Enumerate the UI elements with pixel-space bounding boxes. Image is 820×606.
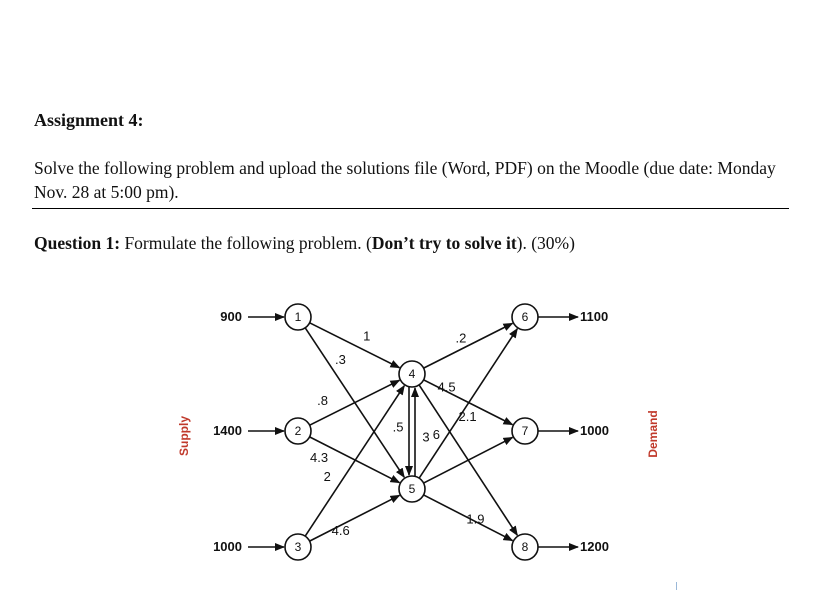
arc-label-2-5: 4.3: [310, 449, 329, 465]
demand-value-7: 1000: [580, 423, 609, 438]
node-label-4: 4: [408, 367, 416, 381]
node-label-1: 1: [294, 310, 302, 324]
node-label-8: 8: [521, 540, 529, 554]
arc-label-4-7: 4.5: [437, 379, 456, 395]
assignment-title: Assignment 4:: [34, 110, 144, 130]
node-label-3: 3: [294, 540, 302, 554]
arc-label-2-4: .8: [317, 392, 328, 408]
question-label: Question 1:: [34, 233, 121, 253]
arc-label-3-4: 2: [323, 469, 331, 485]
demand-value-8: 1200: [580, 539, 609, 554]
arc-4-6: [424, 323, 513, 368]
arc-label-5-4: 3: [422, 429, 430, 445]
arc-label-5-6: 2.1: [458, 408, 477, 424]
node-label-6: 6: [521, 310, 529, 324]
supply-value-3: 1000: [213, 539, 242, 554]
question-emphasis: Don’t try to solve it: [371, 233, 517, 253]
supply-side-label: Supply: [177, 415, 191, 457]
question-suffix: ). (30%): [516, 233, 575, 253]
arc-label-5-8: 1.9: [466, 511, 485, 527]
question-text: Formulate the following problem. (: [120, 233, 372, 253]
arc-label-1-4: 1: [363, 328, 371, 344]
text-cursor-mark: [676, 582, 677, 590]
supply-value-1: 900: [220, 309, 242, 324]
node-label-2: 2: [294, 424, 302, 438]
arc-1-4: [310, 323, 400, 368]
arc-label-4-5: .5: [392, 419, 404, 435]
assignment-instructions: Solve the following problem and upload the solutions file (Word, PDF) on the Moodle (due date: Monday Nov. 28 at 5:00 pm).: [34, 158, 776, 202]
arc-label-4-8: 6: [432, 426, 441, 442]
arc-label-3-5: 4.6: [331, 523, 350, 539]
node-label-5: 5: [408, 482, 416, 496]
demand-value-6: 1100: [580, 309, 609, 324]
arc-label-4-6: .2: [455, 330, 467, 346]
supply-value-2: 1400: [213, 423, 242, 438]
demand-side-label: Demand: [646, 410, 660, 458]
arc-5-6: [419, 329, 517, 478]
node-label-7: 7: [521, 424, 529, 438]
arc-label-1-5: .3: [335, 352, 346, 368]
arc-3-5: [310, 495, 400, 541]
